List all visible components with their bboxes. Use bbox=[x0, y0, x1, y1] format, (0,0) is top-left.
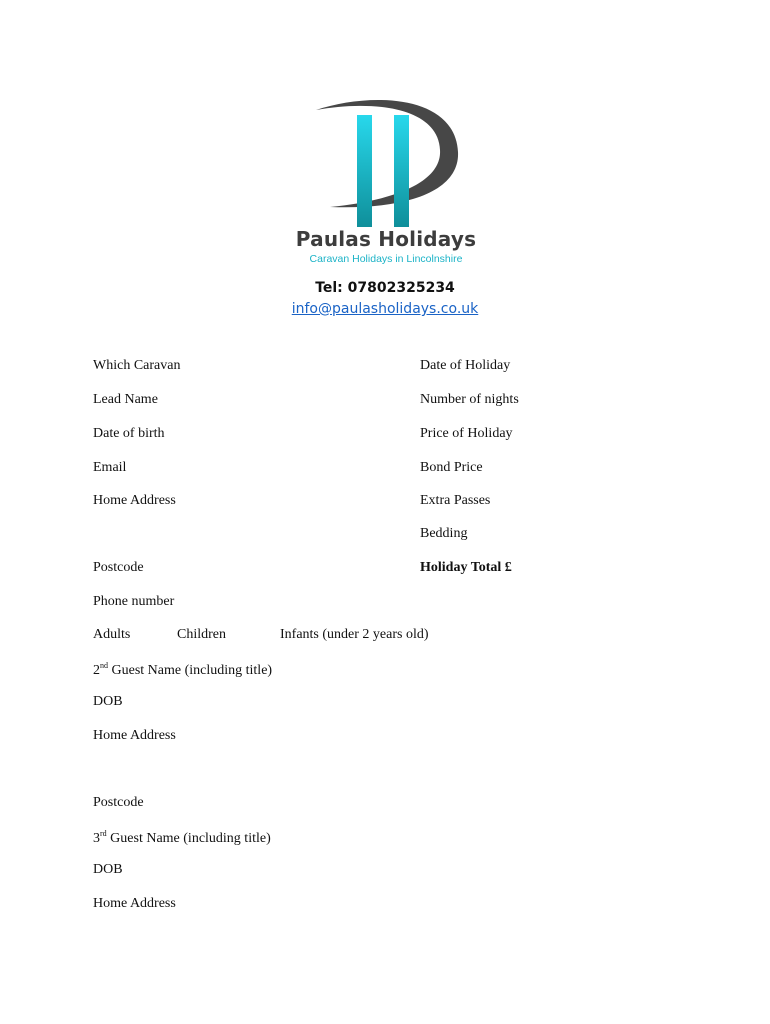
brand-name: Paulas Holidays bbox=[295, 227, 477, 251]
adults-label: Adults bbox=[93, 627, 131, 642]
home-address-label: Home Address bbox=[93, 493, 176, 508]
guest3-name-label bbox=[93, 829, 271, 847]
infants-label: Infants (under 2 years old) bbox=[280, 627, 429, 642]
guest2-home-address-label: Home Address bbox=[93, 728, 176, 743]
phone-number-label: Phone number bbox=[93, 594, 175, 609]
guest2-dob-label: DOB bbox=[93, 694, 123, 709]
brand-tagline: Caravan Holidays in Lincolnshire bbox=[309, 253, 463, 265]
guest3-number: 3 bbox=[93, 831, 100, 846]
contact-email-link[interactable]: info@paulasholidays.co.uk bbox=[291, 301, 479, 317]
holiday-total-label: Holiday Total £ bbox=[420, 560, 512, 575]
logo-bar-left bbox=[357, 115, 372, 227]
extra-passes-label: Extra Passes bbox=[420, 493, 491, 508]
contact-telephone: Tel: 07802325234 bbox=[315, 280, 455, 296]
guest2-name-label bbox=[93, 661, 272, 679]
logo-swoosh bbox=[316, 100, 458, 207]
bedding-label: Bedding bbox=[420, 526, 468, 541]
price-of-holiday-label: Price of Holiday bbox=[420, 426, 513, 441]
guest2-postcode-label: Postcode bbox=[93, 795, 144, 810]
bond-price-label: Bond Price bbox=[420, 460, 483, 475]
lead-name-label: Lead Name bbox=[93, 392, 158, 407]
guest2-ordinal: nd bbox=[100, 661, 108, 670]
date-of-birth-label: Date of birth bbox=[93, 426, 165, 441]
which-caravan-label: Which Caravan bbox=[93, 358, 181, 373]
number-of-nights-label: Number of nights bbox=[420, 392, 519, 407]
email-label: Email bbox=[93, 460, 127, 475]
guest3-home-address-label: Home Address bbox=[93, 896, 176, 911]
postcode-label: Postcode bbox=[93, 560, 144, 575]
guest3-dob-label: DOB bbox=[93, 862, 123, 877]
guest2-number: 2 bbox=[93, 663, 100, 678]
guest3-label-text: Guest Name (including title) bbox=[106, 831, 271, 846]
guest2-label-text: Guest Name (including title) bbox=[108, 663, 273, 678]
children-label: Children bbox=[177, 627, 226, 642]
date-of-holiday-label: Date of Holiday bbox=[420, 358, 511, 373]
guest3-ordinal: rd bbox=[100, 829, 107, 838]
logo-bar-right bbox=[394, 115, 409, 227]
